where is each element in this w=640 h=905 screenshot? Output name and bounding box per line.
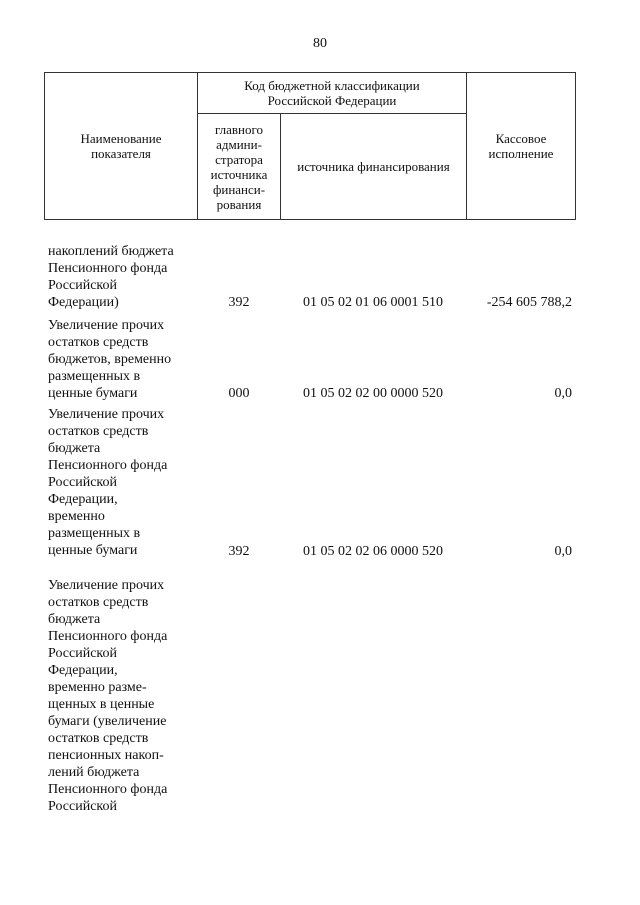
header-text: админи- — [216, 136, 262, 152]
row-name-line: Пенсионного фонда — [48, 629, 168, 644]
row-name-line: бумаги (увеличение — [48, 714, 167, 729]
row-name-line: размещенных в — [48, 526, 141, 541]
row-source-code: 01 05 02 01 06 0001 510 — [303, 295, 443, 310]
row-name-line: Российской — [48, 799, 117, 814]
row-admin-code: 392 — [228, 295, 250, 310]
header-text: показателя — [91, 146, 151, 161]
row-name-line: Федерации, — [48, 663, 118, 678]
row-name-line: пенсионных накоп- — [48, 748, 164, 763]
page-number: 80 — [313, 36, 327, 51]
row-name-line: Федерации) — [48, 295, 119, 310]
row-admin-code: 392 — [228, 544, 250, 559]
row-name-line: остатков средств — [48, 335, 149, 350]
row-name-line: Увеличение прочих — [48, 407, 165, 422]
header-text: исполнение — [488, 146, 554, 161]
header-text: источника — [210, 166, 268, 182]
row-name-line: остатков средств — [48, 424, 149, 439]
header-text: стратора — [215, 151, 263, 167]
table-header — [44, 72, 576, 220]
row-name-line: временно — [48, 509, 105, 524]
header-text: Код бюджетной классификации — [244, 78, 420, 93]
row-admin-code: 000 — [228, 386, 250, 401]
row-name-line: Российской — [48, 475, 117, 490]
row-name-line: ценные бумаги — [48, 386, 138, 401]
row-name-line: накоплений бюджета — [48, 244, 174, 259]
row-name-line: Российской — [48, 278, 117, 293]
row-name-line: Увеличение прочих — [48, 318, 165, 333]
row-name-line: Пенсионного фонда — [48, 782, 168, 797]
row-name-line: остатков средств — [48, 595, 149, 610]
row-source-code: 01 05 02 02 06 0000 520 — [303, 544, 443, 559]
header-text: финанси- — [212, 181, 266, 197]
row-amount: -254 605 788,2 — [486, 295, 572, 310]
row-name-line: размещенных в — [48, 369, 141, 384]
row-source-code: 01 05 02 02 00 0000 520 — [303, 386, 443, 401]
row-name — [48, 577, 198, 815]
header-text: рования — [216, 196, 262, 212]
row-name-line: щенных в ценные — [48, 697, 155, 712]
row-name-line: бюджета — [48, 441, 101, 456]
row-name-line: Пенсионного фонда — [48, 261, 168, 276]
header-admin-column — [198, 114, 280, 219]
row-amount: 0,0 — [554, 386, 572, 401]
header-text: Российской Федерации — [267, 93, 397, 108]
row-name — [48, 317, 198, 402]
header-source-column — [281, 114, 466, 219]
row-name-line: остатков средств — [48, 731, 149, 746]
row-name-line: ценные бумаги — [48, 543, 138, 558]
row-name-line: лений бюджета — [48, 765, 140, 780]
header-text: Наименование — [80, 131, 162, 146]
row-amount: 0,0 — [554, 544, 572, 559]
row-name-line: Увеличение прочих — [48, 578, 165, 593]
row-name — [48, 243, 198, 311]
row-name-line: бюджета — [48, 612, 101, 627]
row-name-line: временно разме- — [48, 680, 147, 695]
header-text: источника финансирования — [297, 159, 450, 174]
header-code-group — [198, 73, 466, 113]
row-name-line: Российской — [48, 646, 117, 661]
row-name-line: бюджетов, временно — [48, 352, 172, 367]
row-name-line: Пенсионного фонда — [48, 458, 168, 473]
row-name-line: Федерации, — [48, 492, 118, 507]
header-text: Кассовое — [495, 131, 547, 146]
header-text: главного — [214, 121, 264, 137]
header-name-column — [45, 73, 197, 219]
header-execution-column — [467, 73, 575, 219]
row-name — [48, 406, 198, 559]
